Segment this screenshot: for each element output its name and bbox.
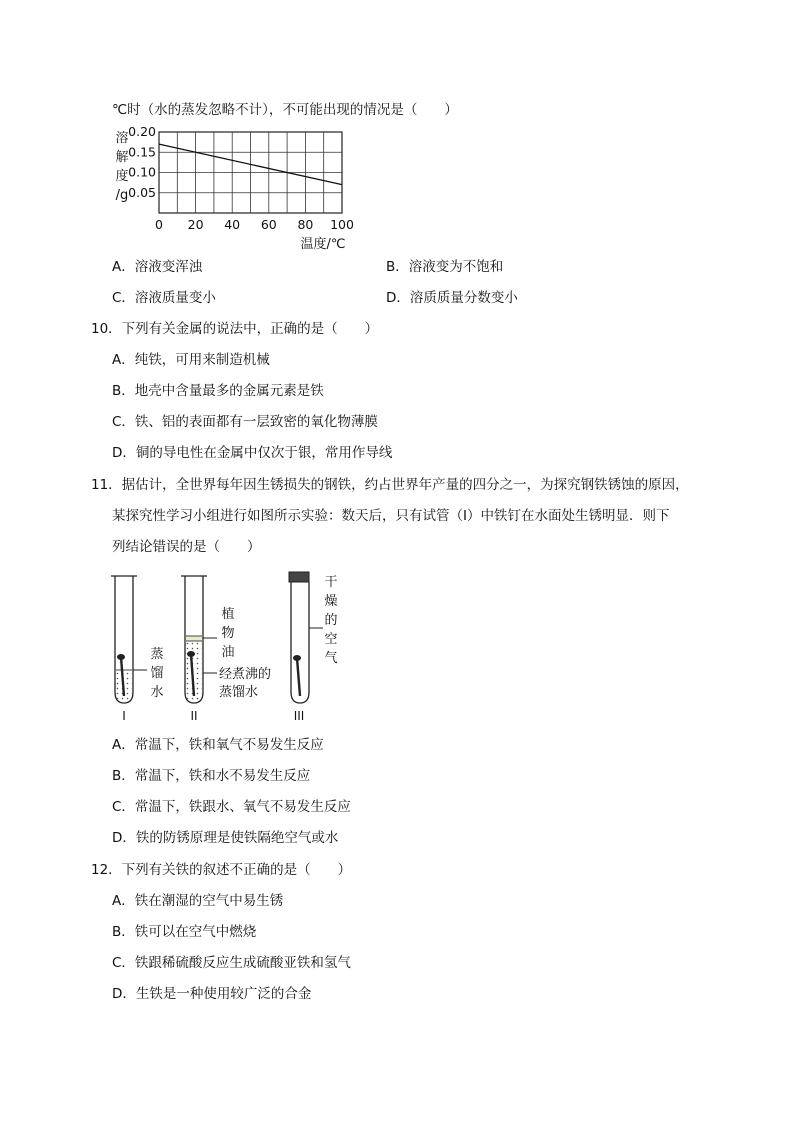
q11-stem-line3: 列结论错误的是（ ） [112,539,261,555]
q9-stem-tail: ℃时（水的蒸发忽略不计），不可能出现的情况是（ ） [112,102,458,118]
label-boiled-water-1: 经煮沸的 [219,667,272,682]
oil-label-char: 植 [221,607,235,622]
x-tick-label: 100 [330,217,354,232]
test-tube-figure [105,566,355,726]
solubility-chart [108,126,368,254]
q11-option-a: A．常温下，铁和氧气不易发生反应 [112,737,324,753]
x-tick-label: 60 [260,217,277,232]
q11-option-c: C．常温下，铁跟水、氧气不易发生反应 [112,799,351,815]
q10-stem: 10．下列有关金属的说法中，正确的是（ ） [91,321,379,337]
y-tick-label: 0.15 [128,144,156,160]
q12-option-d: D．生铁是一种使用较广泛的合金 [112,986,312,1002]
x-tick-label: 20 [187,217,204,232]
q12-stem: 12．下列有关铁的叙述不正确的是（ ） [91,862,352,878]
water-label-char: 馏 [150,666,164,681]
q9-option-c: C．溶液质量变小 [112,290,216,306]
water-label-char: 蒸 [150,647,164,662]
dry-air-label-char: 燥 [324,594,338,609]
tube-label-2: II [190,709,198,723]
label-dry-air [324,575,337,666]
y-label-char: /g [115,188,129,203]
q12-option-a: A．铁在潮湿的空气中易生锈 [112,893,284,909]
chart-y-label [115,130,128,203]
q12-option-b: B．铁可以在空气中燃烧 [112,924,257,940]
dry-air-label-char: 干 [324,575,338,590]
y-label-char: 度 [115,169,129,184]
x-tick-label: 0 [155,217,163,232]
iron-nail-3 [297,658,300,696]
tube-2 [181,576,217,703]
water-label-char: 水 [150,685,164,700]
y-tick-label: 0.05 [128,184,156,200]
y-tick-label: 0.20 [128,126,156,139]
y-label-char: 解 [115,150,129,165]
q10-option-b: B．地壳中含量最多的金属元素是铁 [112,383,324,399]
x-tick-label: 40 [224,217,241,232]
chart-x-label: 温度/℃ [300,237,346,252]
q12-option-c: C．铁跟稀硫酸反应生成硫酸亚铁和氢气 [112,955,351,971]
q9-option-a: A．溶液变浑浊 [112,259,203,275]
label-distilled-water [150,646,163,700]
y-tick-label: 0.10 [128,164,156,180]
q9-option-b: B．溶液变为不饱和 [386,259,504,275]
oil-label-char: 物 [221,626,235,641]
tube-label-3: III [293,709,305,723]
label-boiled-water-2: 蒸馏水 [219,685,259,700]
q10-option-a: A．纯铁，可用来制造机械 [112,352,270,368]
q11-stem-line2: 某探究性学习小组进行如图所示实验：数天后，只有试管（I）中铁钉在水面处生锈明显．则下 [112,508,670,524]
dry-air-label-char: 气 [324,651,338,666]
q11-stem-line1: 11．据估计，全世界每年因生锈损失的钢铁，约占世界年产量的四分之一，为探究钢铁锈蚀的原因， [91,477,689,493]
q10-option-c: C．铁、铝的表面都有一层致密的氧化物薄膜 [112,414,378,430]
y-label-char: 溶 [115,131,129,146]
tube-3 [289,572,323,703]
label-vegetable-oil [221,606,234,660]
q9-option-d: D．溶质质量分数变小 [386,290,518,306]
q10-option-d: D．铜的导电性在金属中仅次于银，常用作导线 [112,445,393,461]
dry-air-label-char: 空 [324,632,338,647]
chart-grid [159,132,342,213]
chart-y-ticks [128,126,156,200]
q11-option-d: D．铁的防锈原理是使铁隔绝空气或水 [112,830,339,846]
tube-1 [111,576,147,703]
tube-label-1: I [122,709,126,723]
q11-option-b: B．常温下，铁和水不易发生反应 [112,768,311,784]
x-tick-label: 80 [297,217,314,232]
oil-label-char: 油 [221,645,235,660]
dry-air-label-char: 的 [324,613,338,628]
chart-x-ticks [155,217,354,232]
